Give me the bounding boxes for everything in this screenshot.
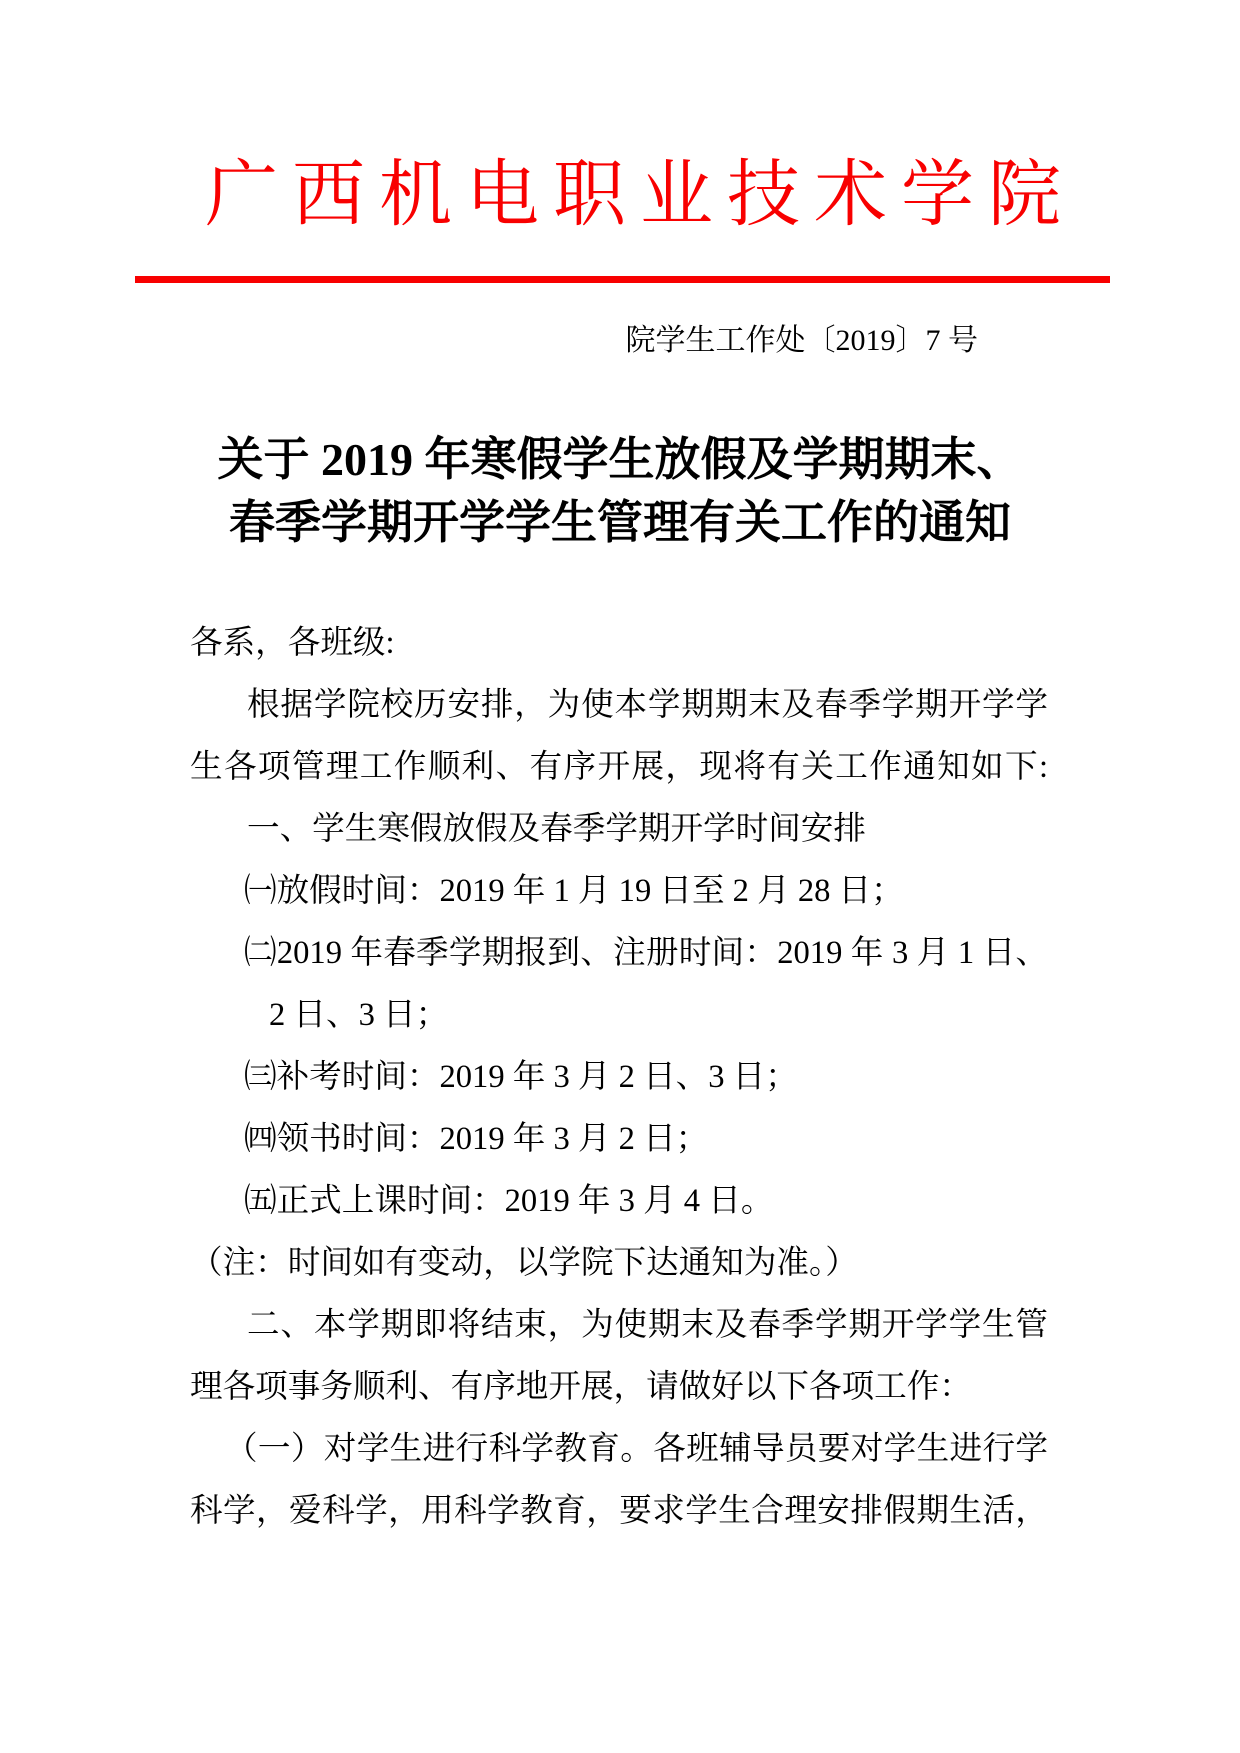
- letterhead-divider-rule: [135, 276, 1110, 283]
- letterhead-org-name: 广西机电职业技术学院: [205, 154, 1075, 235]
- body-line: ㈢补考时间：2019 年 3 月 2 日、3 日；: [244, 1059, 798, 1095]
- notice-title: [0, 428, 1240, 554]
- body-line: ㈣领书时间：2019 年 3 月 2 日；: [244, 1121, 709, 1157]
- body-line: ㈡2019 年春季学期报到、注册时间：2019 年 3 月 1 日、: [244, 935, 1048, 971]
- document-reference-number: 院学生工作处〔2019〕7 号: [625, 324, 978, 357]
- body-line: 2 日、3 日；: [269, 997, 449, 1033]
- notice-title-line-2: 春季学期开学学生管理有关工作的通知: [229, 497, 1011, 548]
- body-line: 理各项事务顺利、有序地开展，请做好以下各项工作：: [190, 1369, 972, 1405]
- body-line: （注：时间如有变动，以学院下达通知为准。）: [190, 1245, 858, 1281]
- body-line: 各系，各班级:: [190, 625, 395, 661]
- body-line: 一、学生寒假放假及春季学期开学时间安排: [247, 811, 866, 847]
- notice-title-line-1: 关于 2019 年寒假学生放假及学期期末、: [217, 434, 1023, 485]
- body-line: ㈠放假时间：2019 年 1 月 19 日至 2 月 28 日；: [244, 873, 904, 909]
- body-line: （一）对学生进行科学教育。各班辅导员要对学生进行学: [225, 1431, 1048, 1467]
- body-line: 二、本学期即将结束，为使期末及春季学期开学学生管: [247, 1307, 1048, 1343]
- body-line: 生各项管理工作顺利、有序开展，现将有关工作通知如下:: [190, 749, 1048, 785]
- document-body: [190, 612, 1048, 1542]
- body-line: 根据学院校历安排，为使本学期期末及春季学期开学学: [247, 687, 1048, 723]
- body-line: ㈤正式上课时间：2019 年 3 月 4 日。: [244, 1183, 774, 1219]
- body-line: 科学，爱科学，用科学教育，要求学生合理安排假期生活，: [190, 1493, 1048, 1529]
